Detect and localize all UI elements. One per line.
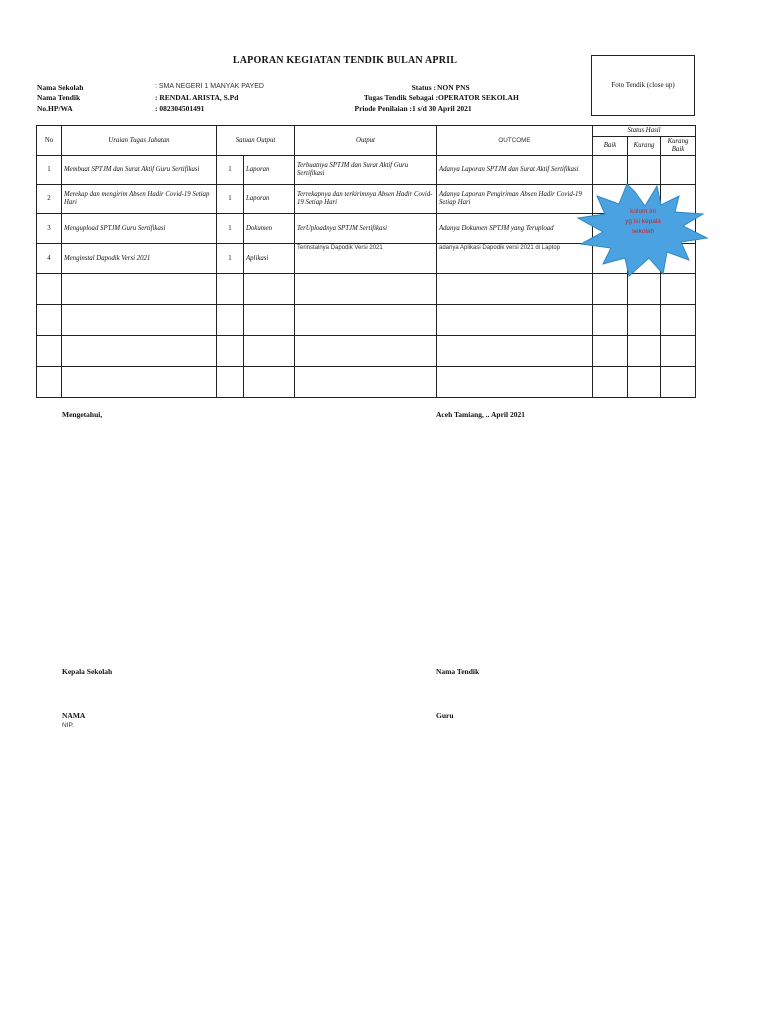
row-task: Membuat SPTJM dan Surat Aktif Guru Sertifikasi <box>62 156 217 185</box>
row-outcome: adanya Aplikasi Dapodik versi 2021 di Laptop <box>437 244 593 274</box>
header-outcome: OUTCOME <box>437 126 593 156</box>
status-label: Status : <box>411 83 436 92</box>
empty-cell <box>244 336 295 367</box>
empty-cell <box>593 305 628 336</box>
row-qty: 1 <box>217 214 244 244</box>
row-task: Mengupload SPTJM Guru Sertifikasi <box>62 214 217 244</box>
empty-cell <box>62 336 217 367</box>
callout-text <box>610 207 676 237</box>
name-value: : RENDAL ARISTA, S.Pd <box>155 93 239 102</box>
empty-cell <box>661 305 696 336</box>
callout-line-3: sekolah <box>631 228 655 235</box>
row-qty: 1 <box>217 185 244 214</box>
tendik-role: Guru <box>436 711 454 720</box>
empty-cell <box>217 274 244 305</box>
empty-cell <box>217 305 244 336</box>
period-value: 1 s/d 30 April 2021 <box>412 104 472 113</box>
header-no: No <box>37 126 62 156</box>
empty-cell <box>593 367 628 398</box>
empty-cell <box>295 274 437 305</box>
row-output: TerUploadnya SPTJM Sertifikasi <box>295 214 437 244</box>
empty-cell <box>437 305 593 336</box>
empty-cell <box>37 274 62 305</box>
row-qty: 1 <box>217 244 244 274</box>
empty-cell <box>217 367 244 398</box>
row-unit: Laporan <box>244 185 295 214</box>
row-qty: 1 <box>217 156 244 185</box>
name-label: Nama Tendik <box>37 93 81 102</box>
empty-cell <box>628 336 661 367</box>
report-title: LAPORAN KEGIATAN TENDIK BULAN APRIL <box>232 55 458 66</box>
school-value: : SMA NEGERI 1 MANYAK PAYED <box>155 83 264 90</box>
acknowledged-label: Mengetahui, <box>62 410 103 419</box>
row-unit: Laporan <box>244 156 295 185</box>
header-row-1 <box>37 126 696 137</box>
place-date: Aceh Tamiang, .. April 2021 <box>436 410 525 419</box>
header-good: Baik <box>593 137 628 156</box>
empty-cell <box>62 305 217 336</box>
row-no: 1 <box>37 156 62 185</box>
principal-title: Kepala Sekolah <box>62 667 113 676</box>
empty-cell <box>628 305 661 336</box>
empty-cell <box>593 336 628 367</box>
header-output: Output <box>295 126 437 156</box>
callout-line-2: yg isi kepala <box>625 218 661 225</box>
row-task: Merekap dan mengirim Absen Hadir Covid-19 Setiap Hari <box>62 185 217 214</box>
callout-line-1: kolom ini <box>630 208 656 215</box>
row-output: Terinstalnya Dapodik Versi 2021 <box>295 244 437 274</box>
header-less-good: Kurang Baik <box>661 137 696 156</box>
empty-cell <box>661 367 696 398</box>
empty-cell <box>628 367 661 398</box>
empty-cell <box>437 367 593 398</box>
row-unit: Dokumen <box>244 214 295 244</box>
header-unit: Satuan Output <box>217 126 295 156</box>
table-row <box>37 305 696 336</box>
tendik-title: Nama Tendik <box>436 667 480 676</box>
row-outcome: Adanya Dokumen SPTJM yang Terupload <box>437 214 593 244</box>
empty-cell <box>437 274 593 305</box>
empty-cell <box>295 305 437 336</box>
row-output: Terbuatnya SPTJM dan Surat Aktif Guru Sertifikasi <box>295 156 437 185</box>
duty-label: Tugas Tendik Sebagai : <box>363 93 438 102</box>
header-task: Uraian Tugas Jabatan <box>62 126 217 156</box>
empty-cell <box>661 336 696 367</box>
empty-cell <box>217 336 244 367</box>
duty-value: OPERATOR SEKOLAH <box>438 93 519 102</box>
empty-cell <box>244 367 295 398</box>
period-label: Priode Penilaian : <box>354 104 412 113</box>
empty-cell <box>244 305 295 336</box>
row-no: 4 <box>37 244 62 274</box>
photo-label: Foto Tendik (close up) <box>611 81 675 89</box>
row-unit: Aplikasi <box>244 244 295 274</box>
empty-cell <box>244 274 295 305</box>
status-value: NON PNS <box>437 83 470 92</box>
phone-label: No.HP/WA <box>37 104 73 113</box>
empty-cell <box>295 336 437 367</box>
principal-nip: NIP. <box>62 722 74 729</box>
row-output: Terrekapnya dan terkirimnya Absen Hadir Covid-19 Setiap Hari <box>295 185 437 214</box>
empty-cell <box>62 367 217 398</box>
photo-placeholder <box>591 55 695 116</box>
header-less: Kurang <box>628 137 661 156</box>
row-outcome: Adanya Laporan SPTJM dan Surat Aktif Sertifikasi <box>437 156 593 185</box>
row-no: 2 <box>37 185 62 214</box>
empty-cell <box>37 367 62 398</box>
table-row <box>37 336 696 367</box>
table-row <box>37 367 696 398</box>
empty-cell <box>437 336 593 367</box>
empty-cell <box>37 336 62 367</box>
empty-cell <box>62 274 217 305</box>
principal-name: NAMA <box>62 711 86 720</box>
row-task: Menginstal Dapodik Versi 2021 <box>62 244 217 274</box>
empty-cell <box>37 305 62 336</box>
row-outcome: Adanya Laporan Pengiriman Absen Hadir Covid-19 Setiap Hari <box>437 185 593 214</box>
row-no: 3 <box>37 214 62 244</box>
school-label: Nama Sekolah <box>37 83 84 92</box>
phone-value: : 082304501491 <box>155 104 205 113</box>
header-status: Status Hasil <box>593 126 696 137</box>
empty-cell <box>295 367 437 398</box>
